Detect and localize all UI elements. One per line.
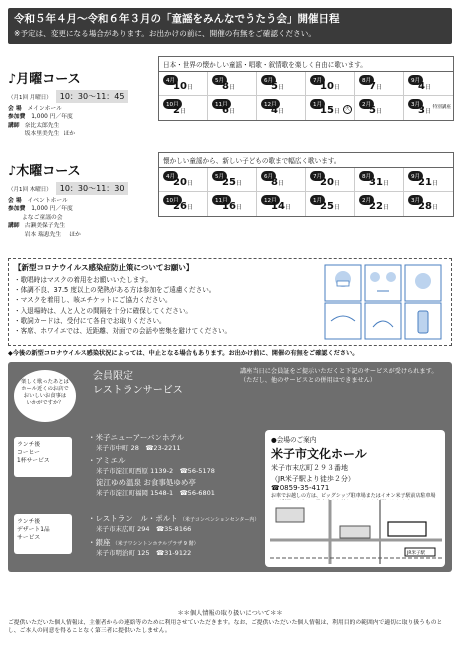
thursday-venue: イベントホール — [27, 198, 68, 204]
date-number: 31日 — [369, 177, 389, 188]
privacy-heading: ＊＊個人情報の取り扱いについて＊＊ — [177, 610, 283, 617]
month-badge: 9月 — [408, 171, 423, 181]
monday-date-grid — [159, 72, 453, 120]
schedule-date-cell — [306, 192, 355, 216]
thursday-group: よなご童謡の会 — [22, 214, 63, 221]
monday-course-title: ♪月曜コース — [8, 72, 81, 87]
month-badge: 7月 — [310, 75, 325, 85]
thursday-schedule — [158, 152, 454, 217]
venue-map — [270, 500, 442, 564]
date-number: 28日 — [418, 201, 438, 212]
restaurant-item: ・アミエル 米子市淀江町西原 1139-2 ☎56-5178 — [88, 456, 215, 475]
date-number: 20日 — [173, 177, 193, 188]
thursday-caption: 懐かしい童謡から、新しい子どもの歌まで幅広く歌います。 — [159, 153, 453, 168]
restaurant-item: ・レストラン ル・ポルト （米子コンベンションセンター内） 米子市末広町 294 ☎35-8166 — [88, 514, 260, 533]
month-badge: 10月 — [163, 195, 182, 205]
month-badge: 2月 — [359, 99, 374, 109]
month-badge: 12月 — [261, 99, 280, 109]
lunch-coffee-badge: ランチ後 コーヒー 1杯サービス — [14, 437, 72, 477]
month-badge: 3月 — [408, 99, 423, 109]
page-title: 令和５年４月～令和６年３月の「童謡をみんなでうたう会」開催日程 — [14, 13, 340, 25]
schedule-date-cell — [159, 72, 208, 96]
schedule-date-cell — [257, 72, 306, 96]
schedule-date-cell — [257, 192, 306, 216]
corona-notice — [8, 258, 452, 346]
monday-time: 10：30～11：45 — [56, 90, 129, 103]
speech-bubble: 楽しく歌ったあとは ホール近くのお店で おいしいお食事は いかがですか？ — [14, 370, 76, 422]
month-badge: 8月 — [359, 75, 374, 85]
schedule-date-cell — [257, 96, 306, 120]
map-station-label: JR米子駅 — [407, 551, 425, 556]
date-number: 10日 — [320, 81, 340, 92]
month-badge: 8月 — [359, 171, 374, 181]
month-badge: 11月 — [212, 99, 231, 109]
restaurant-notice: 講座当日に会員証をご提示いただくと下記のサービスが受けられます。（ただし、他のサービスとの併用はできません） — [240, 368, 438, 384]
lunch-dessert-badge: ランチ後 デザート1品 サービス — [14, 514, 72, 554]
monday-caption: 日本・世界の懐かしい童謡・唱歌・叙情歌を楽しく自由に歌います。 — [159, 57, 453, 72]
date-number: 26日 — [173, 201, 193, 212]
page-subtitle: ※予定は、変更になる場合があります。お出かけの前に、開催の有無をご確認ください。 — [14, 29, 316, 38]
date-number: 25日 — [320, 201, 340, 212]
prevention-illustrations — [323, 263, 443, 341]
monday-schedule — [158, 56, 454, 121]
date-number: 8日 — [222, 81, 235, 92]
corona-item: ・マスクを着用し、咳エチケットにご協力ください。 — [14, 296, 172, 305]
schedule-date-cell — [159, 168, 208, 192]
schedule-date-cell — [404, 72, 453, 96]
ventilation-illustration — [325, 303, 361, 339]
schedule-date-cell — [257, 168, 306, 192]
monday-venue: メインホール — [27, 106, 62, 112]
thursday-fee: 1,000 円／年度 — [31, 206, 73, 213]
page-header — [8, 8, 452, 44]
month-badge: 10月 — [163, 99, 182, 109]
cancellation-note: ◆今後の新型コロナウイルス感染状況によっては、中止となる場合もあります。お出かけ前に、開催の有無をご確認ください。 — [8, 350, 359, 357]
corona-title: 【新型コロナウイルス感染症防止策についてお願い】 — [14, 263, 194, 272]
month-badge: 5月 — [212, 75, 227, 85]
month-badge: 4月 — [163, 75, 178, 85]
thursday-schedule-label: （月1回 木曜日） — [8, 186, 52, 193]
month-badge: 11月 — [212, 195, 231, 205]
schedule-date-cell — [306, 96, 355, 120]
venue-access: （JR米子駅より徒歩２分） — [271, 475, 355, 483]
month-badge: 5月 — [212, 171, 227, 181]
restaurant-item: ・米子ニューアーバンホテル 米子市中町 28 ☎23-2211 — [88, 433, 185, 452]
schedule-date-cell — [355, 96, 404, 120]
corona-item: ・入退場時は、人と人との間隔を十分に確保してください。 — [14, 306, 193, 315]
monday-instructors: 奈比太郎先生 坂本里美先生 — [24, 122, 60, 138]
month-badge: 9月 — [408, 75, 423, 85]
date-number: 2日 — [173, 105, 186, 116]
venue-heading: ●会場のご案内 — [271, 436, 317, 444]
monday-schedule-label: （月1回 月曜日） — [8, 94, 52, 101]
thursday-course-info — [8, 160, 158, 239]
thursday-time: 10：30～11：30 — [56, 182, 129, 195]
schedule-date-cell — [404, 192, 453, 216]
month-badge: 2月 — [359, 195, 374, 205]
restaurant-item: ・銀座 （米子ワシントンホテルプラザ 9 階） 米子市明治町 125 ☎31-9122 — [88, 538, 199, 557]
monday-details: 会 場 メインホール 参加費 1,000 円／年度 講師 奈比太郎先生 坂本里美先生 ほか — [8, 106, 76, 138]
date-note: 特別講座 — [432, 105, 451, 110]
privacy-body: ご提供いただいた個人情報は、主催者からの連絡等のために利用させていただきます。なお、ご提供いただいた個人情報は、利用目的の範囲内で適切に取り扱うものとし、ご本人の同意を得ることなく第三者に提供いたしません。 — [8, 620, 443, 635]
date-note: 火 — [344, 106, 350, 112]
monday-course-info — [8, 68, 158, 139]
schedule-date-cell — [404, 168, 453, 192]
schedule-date-cell — [355, 192, 404, 216]
month-badge: 12月 — [261, 195, 280, 205]
schedule-date-cell — [208, 168, 257, 192]
date-number: 16日 — [222, 201, 242, 212]
schedule-date-cell — [306, 168, 355, 192]
thursday-course-title: ♪木曜コース — [8, 164, 81, 179]
date-number: 4日 — [271, 105, 284, 116]
map-bigship — [276, 508, 304, 522]
venue-phone: ☎0859-35-4171 — [271, 484, 330, 492]
schedule-date-cell — [306, 72, 355, 96]
date-number: 4日 — [418, 81, 431, 92]
thursday-details: 会 場 イベントホール 参加費 1,000 円／年度 よなご童謡の会 講師 古瀬美保子先生 岩本 瑞恵先生 ほか — [8, 197, 158, 239]
schedule-date-cell — [208, 96, 257, 120]
date-number: 6日 — [222, 105, 235, 116]
month-badge: 6月 — [261, 75, 276, 85]
schedule-date-cell — [355, 168, 404, 192]
month-badge: 4月 — [163, 171, 178, 181]
corona-item: ・客席、ホワイエでは、近距離、対面での会話や密集を避けてください。 — [14, 327, 232, 336]
date-number: 15日 — [320, 105, 340, 116]
map-hall — [388, 522, 426, 536]
schedule-date-cell — [208, 192, 257, 216]
venue-name: 米子市文化ホール — [271, 447, 367, 461]
thursday-instructors: 古瀬美保子先生 岩本 瑞恵先生 — [24, 223, 66, 238]
date-number: 25日 — [222, 177, 242, 188]
schedule-date-cell — [159, 192, 208, 216]
date-number: 14日 — [271, 201, 291, 212]
schedule-date-cell — [355, 72, 404, 96]
schedule-date-cell — [159, 96, 208, 120]
date-number: 20日 — [320, 177, 340, 188]
schedule-date-cell — [208, 72, 257, 96]
date-number: 21日 — [418, 177, 438, 188]
corona-list — [14, 275, 314, 336]
monday-fee: 1,000 円／年度 — [31, 114, 73, 121]
date-number: 10日 — [173, 81, 193, 92]
restaurant-item: 淀江ゆめ温泉 お食事処ゆめ亭 米子市淀江町福岡 1548-1 ☎56-6801 — [96, 478, 215, 497]
distance-illustration — [365, 265, 401, 301]
privacy-section — [8, 608, 452, 635]
venue-parking: お車でお越しの方は、ビッグシップ駐車場またはイオン米子駅前店駐車場 — [271, 493, 436, 499]
restaurant-title: 会員限定 レストランサービス — [93, 371, 183, 396]
month-badge: 1月 — [310, 195, 325, 205]
month-badge: 3月 — [408, 195, 423, 205]
map-aeon — [340, 526, 370, 538]
corona-item: ・歌詞カードは、受付にて各自でお取りください。 — [14, 316, 166, 325]
thursday-date-grid — [159, 168, 453, 216]
date-number: 7日 — [369, 81, 382, 92]
month-badge: 7月 — [310, 171, 325, 181]
date-number: 22日 — [369, 201, 389, 212]
corona-item: ・体調不良、37.5 度以上の発熱がある方は参加をご遠慮ください。 — [14, 286, 216, 295]
date-number: 5日 — [369, 105, 382, 116]
schedule-date-cell — [404, 96, 453, 120]
date-number: 3日 — [418, 105, 431, 116]
month-badge: 6月 — [261, 171, 276, 181]
date-number: 5日 — [271, 81, 284, 92]
date-number: 8日 — [271, 177, 284, 188]
venue-address: 米子市末広町２９３番地 — [271, 464, 348, 472]
corona-item: ・歌唱時はマスクの着用をお願いいたします。 — [14, 276, 152, 284]
month-badge: 1月 — [310, 99, 325, 109]
